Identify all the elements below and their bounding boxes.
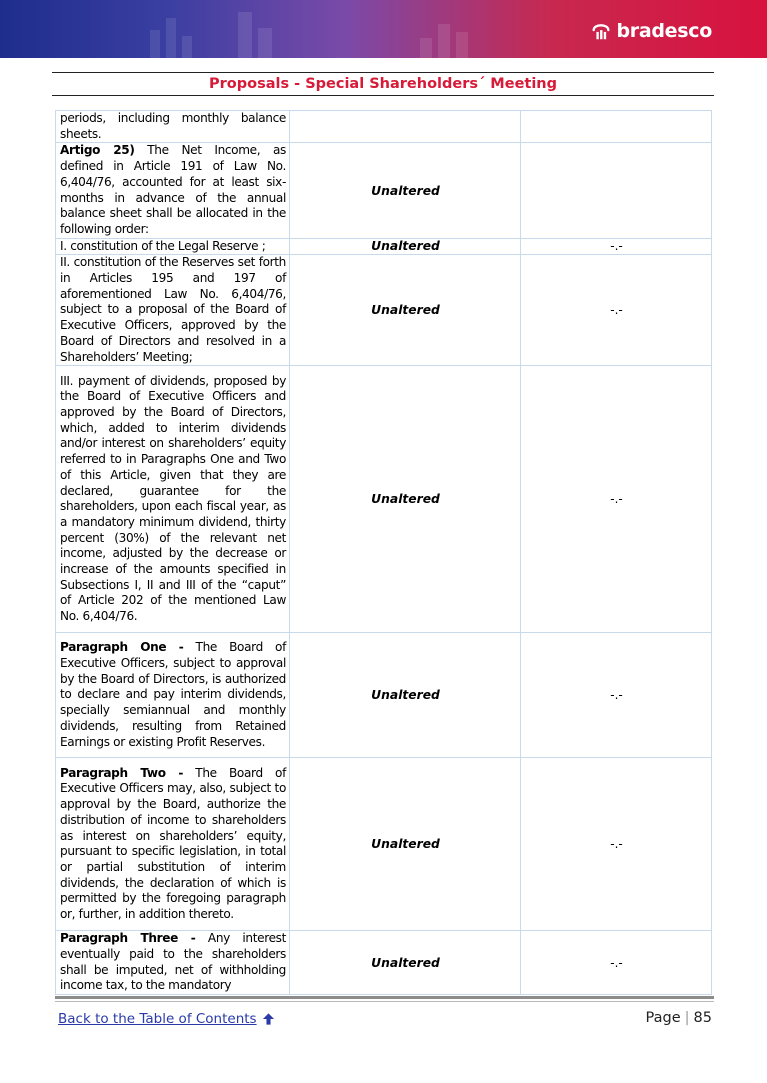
page-number-indicator [646, 1010, 712, 1026]
table-row [56, 238, 712, 255]
justification-cell: -.- [521, 366, 712, 633]
article-lead: Paragraph One - [60, 640, 184, 655]
article-text-cell [56, 111, 290, 143]
article-lead: Artigo 25) [60, 143, 135, 158]
article-lead: Paragraph Two - [60, 765, 184, 780]
justification-cell: -.- [521, 255, 712, 366]
brand-logo [590, 20, 712, 42]
table-row [56, 931, 712, 995]
justification-cell: -.- [521, 931, 712, 995]
footer-divider-thin [55, 1001, 714, 1002]
table-row [56, 111, 712, 143]
page-title: Proposals - Special Shareholders´ Meeting [208, 76, 558, 92]
article-text: The Net Income, as defined in Article 191 of Law No. 6,404/76, accounted for at least six-months in advance of the annual balance sheet shall be allocated in the following order: [60, 143, 286, 236]
article-text-cell [56, 758, 290, 931]
status-cell: Unaltered [290, 758, 521, 931]
justification-cell [521, 143, 712, 238]
justification-cell: -.- [521, 238, 712, 255]
article-text: The Board of Executive Officers, subject to approval by the Board of Directors, is authorized to declare and pay interim dividends, specially semiannual and monthly dividends, resulting from Retained Earnings or existing Profit Reserves. [60, 640, 286, 749]
arrow-up-icon [262, 1012, 275, 1026]
article-text-cell [56, 633, 290, 758]
header-banner [0, 0, 767, 58]
table-row [56, 366, 712, 633]
article-text: II. constitution of the Reserves set forth in Articles 195 and 197 of aforementioned Law No. 6,404/76, subject to a proposal of the Board of Executive Officers, approved by the Board of Directors and resolved in a Shareholders’ Meeting; [60, 255, 286, 364]
table-row [56, 255, 712, 366]
status-cell: Unaltered [290, 366, 521, 633]
back-to-toc-label: Back to the Table of Contents [58, 1011, 257, 1027]
footer-divider [55, 996, 714, 999]
article-text-cell [56, 238, 290, 255]
article-text: The Board of Executive Officers may, also, subject to approval by the Board, authorize the distribution of income to shareholders as interest on shareholders’ equity, pursuant to specific legislation, in total or partial substitution of interim dividends, the declaration of which is permitted by the foregoing paragraph or, further, in addition thereto. [60, 765, 286, 922]
bradesco-logo-icon [590, 20, 612, 42]
article-text-cell [56, 143, 290, 238]
page-title-band [52, 72, 714, 96]
article-text-cell [56, 255, 290, 366]
article-text: III. payment of dividends, proposed by the Board of Executive Officers and approved by the Board of Directors, which, added to interim dividends and/or interest on shareholders’ equity referred to in Paragraphs One and Two of this Article, given that they are declared, guarantee for the shareholders, upon each fiscal year, as a mandatory minimum dividend, thirty percent (30%) of the relevant net income, adjusted by the decrease or increase of the amounts specified in Subsections I, II and III of the “caput” of Article 202 of the mentioned Law No. 6,404/76. [60, 373, 286, 624]
article-text-cell [56, 931, 290, 995]
article-text: I. constitution of the Legal Reserve ; [60, 238, 266, 253]
page-label: Page [645, 1010, 681, 1026]
proposal-table [55, 110, 712, 995]
justification-cell: -.- [521, 758, 712, 931]
status-cell: Unaltered [290, 931, 521, 995]
table-row [56, 758, 712, 931]
status-cell [290, 111, 521, 143]
page-number: 85 [693, 1010, 712, 1026]
brand-name: bradesco [616, 20, 712, 42]
justification-cell: -.- [521, 633, 712, 758]
justification-cell [521, 111, 712, 143]
back-to-toc-link[interactable] [58, 1011, 275, 1027]
table-row [56, 633, 712, 758]
status-cell: Unaltered [290, 633, 521, 758]
status-cell: Unaltered [290, 255, 521, 366]
table-row [56, 143, 712, 238]
article-text-cell [56, 366, 290, 633]
status-cell: Unaltered [290, 143, 521, 238]
article-lead: Paragraph Three - [60, 931, 196, 946]
page-separator: | [684, 1010, 690, 1026]
article-text: Any interest eventually paid to the shareholders shall be imputed, net of withholding income tax, to the mandatory [60, 931, 286, 993]
status-cell: Unaltered [290, 238, 521, 255]
article-text: periods, including monthly balance sheets. [60, 111, 286, 141]
